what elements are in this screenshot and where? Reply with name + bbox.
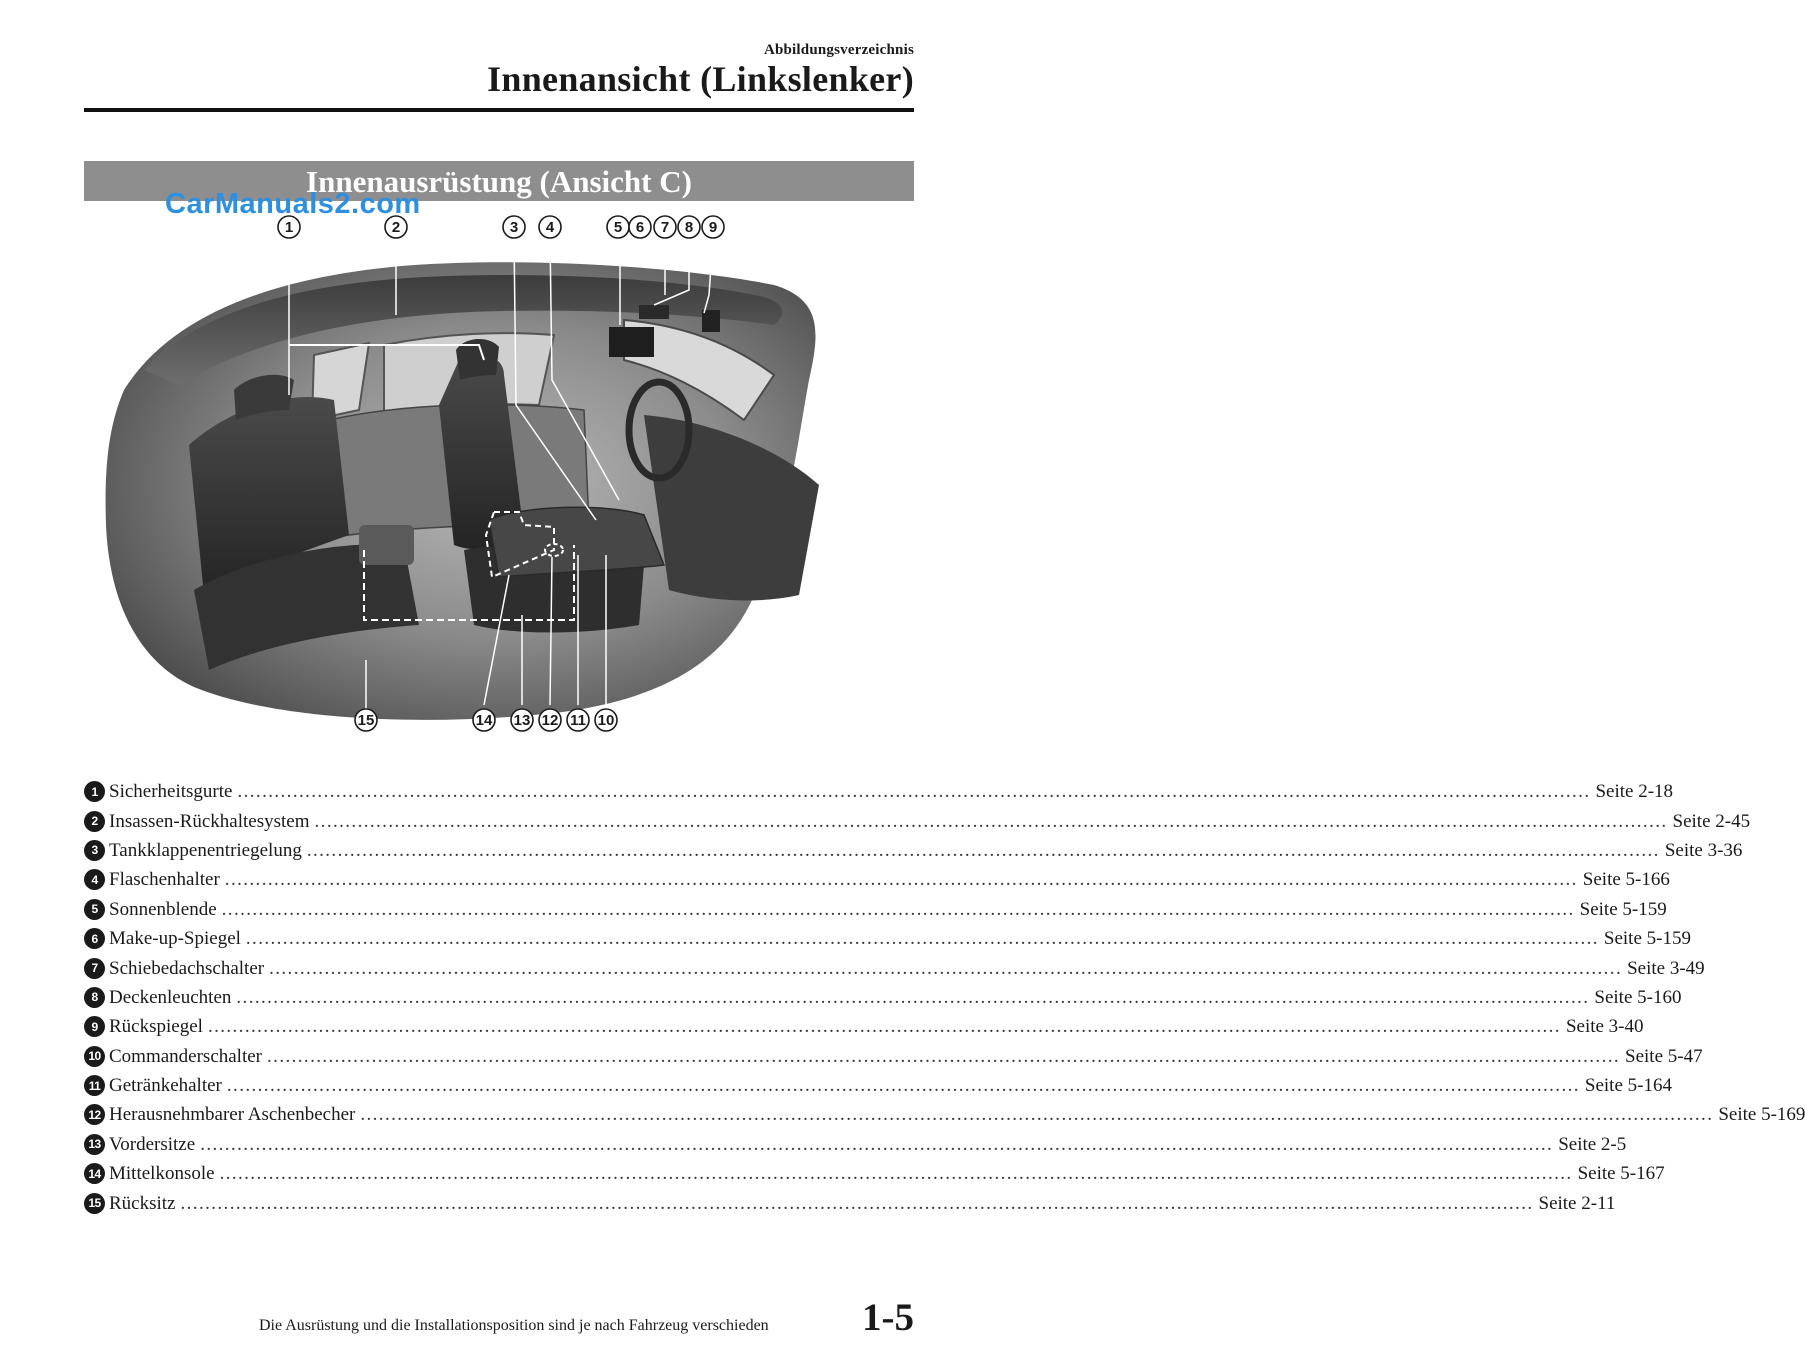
index-item-page-ref: Seite 2-5 [1558, 1133, 1627, 1155]
callout-number-badge: 10 [84, 1046, 105, 1067]
callout-number-badge: 4 [84, 869, 105, 890]
index-item-label: Vordersitze [109, 1133, 196, 1155]
dot-leader: ............................................................................................................................................................................................................................ [221, 898, 1575, 920]
dot-leader: ............................................................................................................................................................................................................................ [245, 928, 1599, 950]
index-item-label: Deckenleuchten [109, 986, 232, 1008]
dot-leader: ............................................................................................................................................................................................................................ [236, 986, 1590, 1008]
watermark: CarManuals2.com [165, 188, 421, 220]
callout-label-15: 15 [357, 712, 375, 729]
index-item-page-ref: Seite 3-36 [1664, 839, 1743, 861]
callout-number-badge: 11 [84, 1075, 105, 1096]
index-item-page-ref: Seite 3-40 [1565, 1016, 1644, 1038]
callout-label-7: 7 [660, 219, 670, 236]
index-item-page-ref: Seite 5-167 [1577, 1163, 1665, 1185]
callout-number-badge: 7 [84, 958, 105, 979]
index-item-label: Mittelkonsole [109, 1163, 215, 1185]
callout-label-5: 5 [613, 219, 623, 236]
rear-armrest [359, 525, 414, 565]
dot-leader: ............................................................................................................................................................................................................................ [180, 1192, 1534, 1214]
dot-leader: ............................................................................................................................................................................................................................ [224, 869, 1578, 891]
dot-leader: ............................................................................................................................................................................................................................ [207, 1016, 1561, 1038]
header-section-label: Abbildungsverzeichnis [763, 42, 914, 58]
callout-label-9: 9 [708, 219, 718, 236]
dot-leader: ............................................................................................................................................................................................................................ [314, 810, 1668, 832]
callout-label-10: 10 [597, 712, 615, 729]
index-item-label: Sonnenblende [109, 898, 217, 920]
header-rule [84, 108, 914, 112]
index-item-label: Sicherheitsgurte [109, 781, 233, 803]
index-item-page-ref: Seite 5-159 [1603, 928, 1691, 950]
index-item-5 [84, 895, 1667, 924]
dot-leader: ............................................................................................................................................................................................................................ [360, 1104, 1714, 1126]
callout-number-badge: 14 [84, 1163, 105, 1184]
index-item-12 [84, 1100, 1805, 1129]
callout-label-11: 11 [570, 712, 586, 729]
index-item-page-ref: Seite 5-169 [1718, 1104, 1805, 1126]
rear-view-mirror [702, 310, 720, 332]
index-item-4 [84, 865, 1670, 894]
callout-label-8: 8 [684, 219, 694, 236]
dot-leader: ............................................................................................................................................................................................................................ [226, 1075, 1580, 1097]
callout-number-badge: 6 [84, 928, 105, 949]
index-item-label: Rücksitz [109, 1192, 176, 1214]
overhead-console [639, 305, 669, 319]
index-item-page-ref: Seite 2-11 [1538, 1192, 1616, 1214]
component-index-list [84, 777, 1805, 1218]
index-item-label: Schiebedachschalter [109, 957, 265, 979]
index-item-6 [84, 924, 1691, 953]
index-item-label: Commanderschalter [109, 1045, 263, 1067]
callout-number-badge: 5 [84, 899, 105, 920]
index-item-label: Flaschenhalter [109, 869, 220, 891]
index-item-8 [84, 983, 1682, 1012]
callout-number-badge: 1 [84, 781, 105, 802]
index-item-3 [84, 836, 1743, 865]
index-item-page-ref: Seite 5-164 [1584, 1075, 1672, 1097]
dot-leader: ............................................................................................................................................................................................................................ [219, 1163, 1573, 1185]
index-item-2 [84, 806, 1751, 835]
callout-number-badge: 12 [84, 1104, 105, 1125]
footer-note: Die Ausrüstung und die Installationsposition sind je nach Fahrzeug verschieden [259, 1317, 769, 1334]
callout-number-badge: 9 [84, 1016, 105, 1037]
callout-number-badge: 15 [84, 1193, 105, 1214]
callout-label-12: 12 [541, 712, 559, 729]
callout-label-2: 2 [391, 219, 401, 236]
callout-number-badge: 13 [84, 1134, 105, 1155]
callout-label-14: 14 [475, 712, 493, 729]
index-item-9 [84, 1012, 1644, 1041]
page-title: Innenansicht (Linkslenker) [487, 59, 914, 99]
interior-illustration [84, 205, 914, 750]
callout-label-6: 6 [635, 219, 645, 236]
index-item-14 [84, 1159, 1665, 1188]
index-item-page-ref: Seite 5-166 [1582, 869, 1670, 891]
dot-leader: ............................................................................................................................................................................................................................ [200, 1133, 1554, 1155]
section-banner: Innenausrüstung (Ansicht C) [84, 161, 914, 201]
index-item-label: Getränkehalter [109, 1075, 222, 1097]
index-item-10 [84, 1042, 1703, 1071]
callout-number-badge: 2 [84, 811, 105, 832]
index-item-label: Insassen-Rückhaltesystem [109, 810, 310, 832]
dot-leader: ............................................................................................................................................................................................................................ [269, 957, 1623, 979]
index-item-label: Herausnehmbarer Aschenbecher [109, 1104, 356, 1126]
index-item-page-ref: Seite 5-159 [1579, 898, 1667, 920]
index-item-label: Make-up-Spiegel [109, 928, 241, 950]
index-item-page-ref: Seite 5-47 [1625, 1045, 1703, 1067]
callout-label-13: 13 [513, 712, 531, 729]
callout-label-3: 3 [509, 219, 519, 236]
index-item-7 [84, 953, 1705, 982]
index-item-page-ref: Seite 2-18 [1595, 781, 1674, 803]
page-number: 1-5 [862, 1296, 914, 1339]
dot-leader: ............................................................................................................................................................................................................................ [237, 781, 1591, 803]
index-item-13 [84, 1130, 1627, 1159]
sun-visor [609, 327, 654, 357]
callout-number-badge: 3 [84, 840, 105, 861]
callout-number-badge: 8 [84, 987, 105, 1008]
index-item-label: Rückspiegel [109, 1016, 203, 1038]
index-item-1 [84, 777, 1674, 806]
dot-leader: ............................................................................................................................................................................................................................ [306, 839, 1660, 861]
index-item-15 [84, 1188, 1616, 1217]
dot-leader: ............................................................................................................................................................................................................................ [267, 1045, 1621, 1067]
index-item-page-ref: Seite 5-160 [1594, 986, 1682, 1008]
interior-figure [84, 205, 914, 750]
index-item-11 [84, 1071, 1672, 1100]
index-item-page-ref: Seite 3-49 [1627, 957, 1705, 979]
index-item-label: Tankklappenentriegelung [109, 839, 302, 861]
callout-label-4: 4 [545, 219, 555, 236]
callout-label-1: 1 [284, 219, 294, 236]
index-item-page-ref: Seite 2-45 [1672, 810, 1751, 832]
